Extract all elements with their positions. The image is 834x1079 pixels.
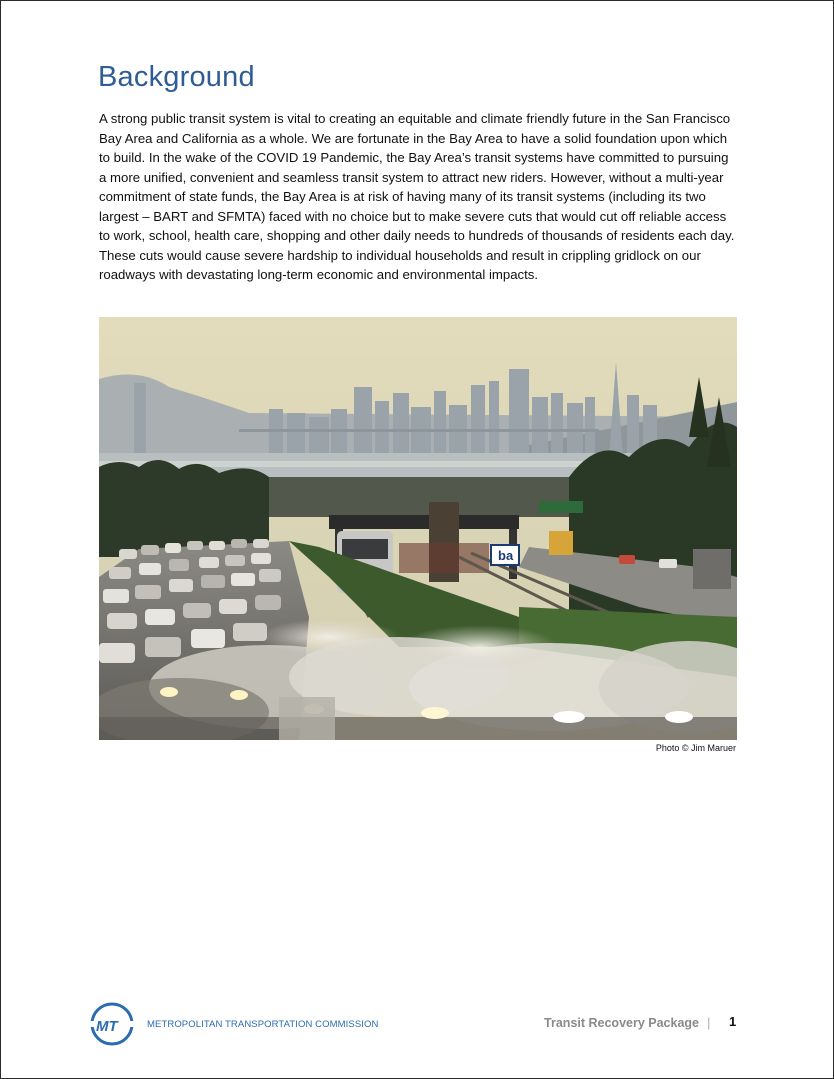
document-title: Transit Recovery Package [544,1016,699,1030]
freeway-bart-photo [99,317,737,740]
logo-text: MT [96,1018,118,1035]
photo-credit: Photo © Jim Maruer [655,743,736,753]
mtc-logo [88,1001,144,1052]
body-paragraph: A strong public transit system is vital to creating an equitable and climate friendly future in the San Francisco Bay Area and California as a whole. We are fortunate in the Bay Area to have a solid foundation upon which to build. In the wake of the COVID 19 Pandemic, the Bay Area’s transit systems have committed to pursuing a more unified, convenient and seamless transit system to attract new riders. However, without a multi-year commitment of state funds, the Bay Area is at risk of having many of its transit systems (including its two largest – BART and SFMTA) faced with no choice but to make severe cuts that would cut off reliable access to work, school, health care, shopping and other daily needs to hundreds of thousands of residents each day. These cuts would cause severe hardship to individual households and result in crippling gridlock on our roadways with devastating long-term economic and environmental impacts. [99,111,735,282]
bart-sign: ba [498,548,514,563]
organization-name: METROPOLITAN TRANSPORTATION COMMISSION [147,1019,379,1030]
page-number: 1 [729,1014,737,1029]
section-heading: Background [98,61,255,93]
footer-separator: | [707,1015,711,1030]
